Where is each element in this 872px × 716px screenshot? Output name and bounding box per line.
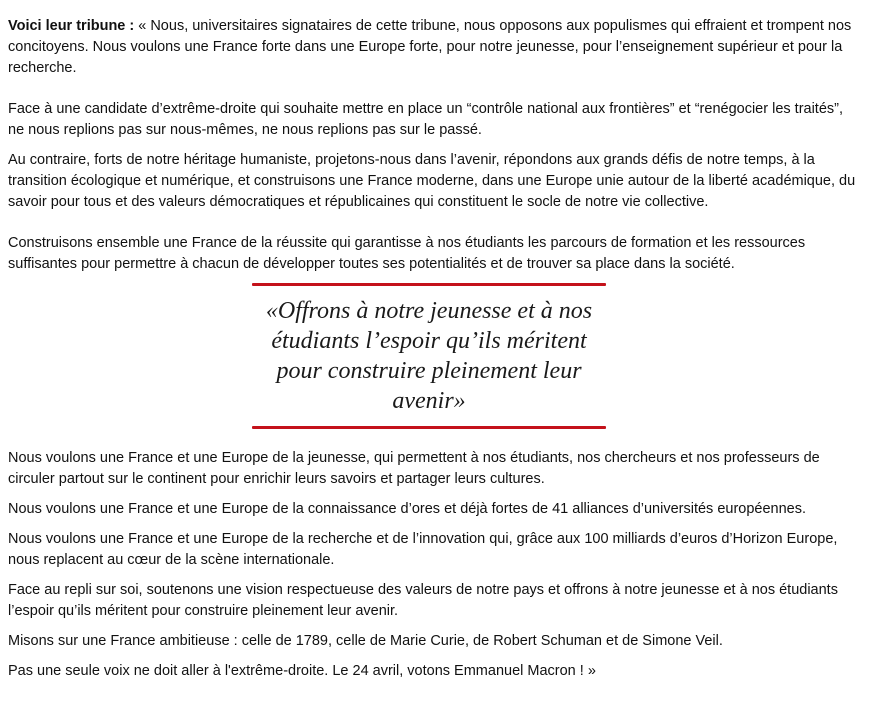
paragraph-10: Pas une seule voix ne doit aller à l'extrême-droite. Le 24 avril, votons Emmanuel Macron ! » xyxy=(8,663,596,679)
paragraph-6: Nous voulons une France et une Europe de la connaissance d’ores et déjà fortes de 41 alliances d’universités européennes. xyxy=(8,501,807,517)
paragraph-9: Misons sur une France ambitieuse : celle de 1789, celle de Marie Curie, de Robert Schuman et de Simone Veil. xyxy=(8,633,723,649)
pull-quote-top-rule xyxy=(252,283,606,286)
paragraph-2: Face à une candidate d’extrême-droite qui souhaite mettre en place un “contrôle national aux frontières” et “renégocier les traités”, ne nous replions pas sur nous-mêmes, ne nous replions pas sur le passé. xyxy=(8,101,844,138)
intro-label: Voici leur tribune : xyxy=(8,18,135,34)
intro-text: « Nous, universitaires signataires de cette tribune, nous opposons aux populismes qui effraient et trompent nos concitoyens. Nous voulons une France forte dans une Europe forte, pour notre jeunesse, pour l’enseignement supérieur et pour la recherche. xyxy=(8,18,852,76)
pull-quote xyxy=(252,283,606,429)
pull-quote-bottom-rule xyxy=(252,426,606,429)
pull-quote-text: «Offrons à notre jeunesse et à nos étudiants l’espoir qu’ils méritent pour construire pleinement leur avenir» xyxy=(265,298,593,414)
paragraph-5: Nous voulons une France et une Europe de la jeunesse, qui permettent à nos étudiants, nos chercheurs et nos professeurs de circuler partout sur le continent pour enrichir leurs savoirs et partager leurs cultures. xyxy=(8,450,820,487)
intro-paragraph xyxy=(8,16,862,79)
paragraph-3: Au contraire, forts de notre héritage humaniste, projetons-nous dans l’avenir, répondons aux grands défis de notre temps, à la transition écologique et numérique, et construisons une France moderne, dans une Europe unie autour de la liberté académique, du savoir pour tous et des valeurs démocratiques et républicaines qui constituent le socle de notre vie collective. xyxy=(8,152,856,210)
paragraph-8: Face au repli sur soi, soutenons une vision respectueuse des valeurs de notre pays et offrons à notre jeunesse et à nos étudiants l’espoir qu’ils méritent pour construire pleinement leur avenir. xyxy=(8,582,838,619)
paragraph-4: Construisons ensemble une France de la réussite qui garantisse à nos étudiants les parcours de formation et les ressources suffisantes pour permettre à chacun de développer toutes ses potentialités et de trouver sa place dans la société. xyxy=(8,235,806,272)
paragraph-7: Nous voulons une France et une Europe de la recherche et de l’innovation qui, grâce aux 100 milliards d’euros d’Horizon Europe, nous replacent au cœur de la scène internationale. xyxy=(8,531,838,568)
